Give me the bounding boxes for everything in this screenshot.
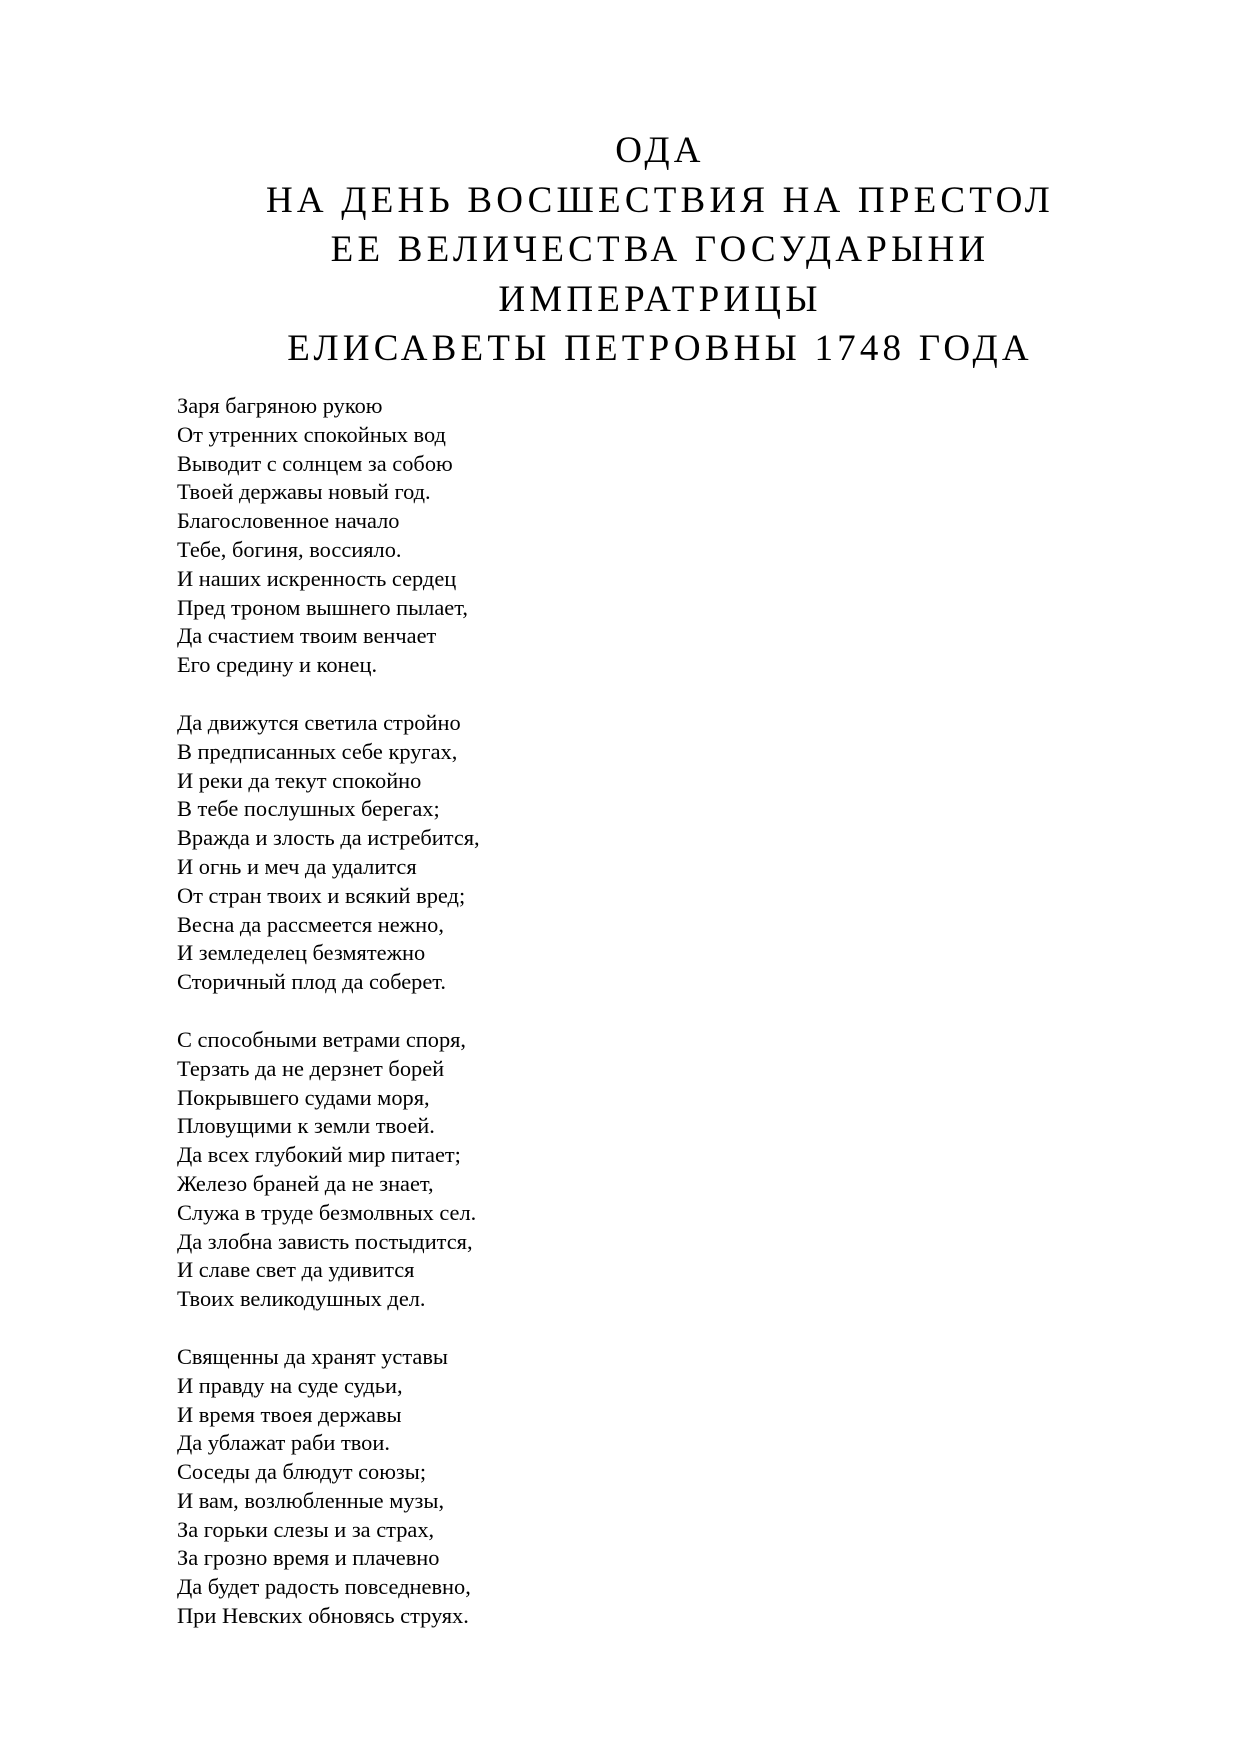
- poem-line: Твоей державы новый год.: [177, 479, 431, 505]
- poem-line: От утренних спокойных вод: [177, 421, 446, 447]
- title-line-4: ИМПЕРАТРИЦЫ: [498, 278, 822, 320]
- poem-line: При Невских обновясь струях.: [177, 1603, 469, 1629]
- stanza-4: [177, 1343, 977, 1631]
- title-line-1: ОДА: [615, 130, 705, 171]
- poem-line: Да ублажат раби твои.: [177, 1430, 390, 1456]
- poem-line: Вражда и злость да истребится,: [177, 825, 480, 851]
- poem-line: За грозно время и плачевно: [177, 1545, 440, 1571]
- poem-line: Пловущими к земли твоей.: [177, 1113, 435, 1139]
- poem-line: Да будет радость повседневно,: [177, 1574, 471, 1600]
- poem-line: Да движутся светила стройно: [177, 709, 461, 735]
- poem-line: В предписанных себе кругах,: [177, 738, 458, 764]
- poem-line: Покрывшего судами моря,: [177, 1084, 430, 1110]
- poem-line: От стран твоих и всякий вред;: [177, 882, 466, 908]
- poem-line: И реки да текут спокойно: [177, 767, 422, 793]
- poem-line: С способными ветрами споря,: [177, 1026, 467, 1052]
- poem-line: И наших искренность сердец: [177, 565, 457, 591]
- stanza-2: [177, 709, 977, 997]
- poem-line: Заря багряною рукою: [177, 393, 383, 418]
- poem-line: Терзать да не дерзнет борей: [177, 1055, 445, 1081]
- poem-line: Да счастием твоим венчает: [177, 623, 437, 649]
- poem-line: Благословенное начало: [177, 508, 400, 534]
- title-line-2: НА ДЕНЬ ВОСШЕСТВИЯ НА ПРЕСТОЛ: [266, 179, 1054, 221]
- poem-line: Твоих великодушных дел.: [177, 1286, 426, 1312]
- poem-line: Его средину и конец.: [177, 652, 378, 678]
- poem-line: Железо браней да не знает,: [177, 1170, 434, 1196]
- poem-line: И вам, возлюбленные музы,: [177, 1487, 445, 1513]
- stanza-1: [177, 392, 977, 680]
- poem-line: И огнь и меч да удалится: [177, 853, 417, 879]
- poem-line: За горьки слезы и за страх,: [177, 1516, 435, 1542]
- stanza-3: [177, 1026, 977, 1314]
- title-line-5: ЕЛИСАВЕТЫ ПЕТРОВНЫ 1748 ГОДА: [287, 328, 1033, 369]
- title-line-3: ЕЕ ВЕЛИЧЕСТВА ГОСУДАРЫНИ: [330, 229, 990, 270]
- poem-line: Тебе, богиня, воссияло.: [177, 536, 402, 562]
- poem-line: И земледелец безмятежно: [177, 940, 426, 966]
- poem-line: И правду на суде судьи,: [177, 1372, 403, 1398]
- poem-line: Пред троном вышнего пылает,: [177, 594, 468, 620]
- poem-line: Да всех глубокий мир питает;: [177, 1142, 461, 1168]
- poem-line: И славе свет да удивится: [177, 1257, 415, 1283]
- poem-line: Соседы да блюдут союзы;: [177, 1459, 427, 1485]
- poem-line: В тебе послушных берегах;: [177, 796, 440, 822]
- poem-line: Священны да хранят уставы: [177, 1343, 448, 1369]
- poem-line: И время твоея державы: [177, 1401, 402, 1427]
- poem-line: Выводит с солнцем за собою: [177, 450, 453, 476]
- poem-line: Да злобна зависть постыдится,: [177, 1228, 473, 1254]
- poem-line: Служа в труде безмолвных сел.: [177, 1199, 477, 1225]
- poem-line: Весна да рассмеется нежно,: [177, 911, 444, 937]
- poem-body: [177, 392, 977, 1660]
- poem-title: [240, 126, 1080, 374]
- poem-line: Сторичный плод да соберет.: [177, 969, 446, 995]
